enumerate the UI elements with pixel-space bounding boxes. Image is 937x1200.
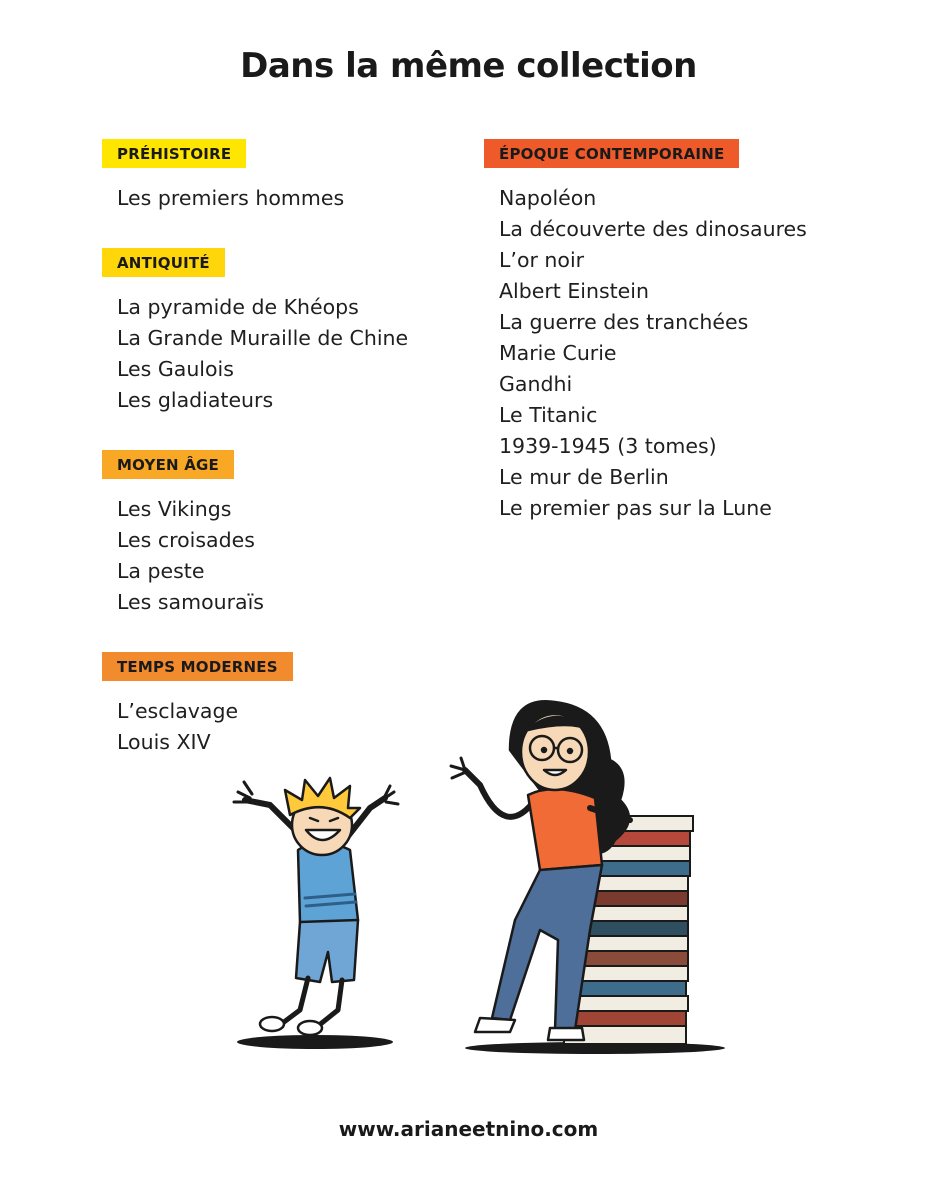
book-title: Le premier pas sur la Lune (499, 496, 772, 520)
boy-shorts (296, 920, 358, 982)
book-title: Les premiers hommes (117, 186, 345, 210)
book-title: La découverte des dinosaures (499, 217, 807, 241)
book-title: Les Vikings (117, 497, 232, 521)
website-url[interactable]: www.arianeetnino.com (338, 1117, 599, 1141)
book-title: Les croisades (117, 528, 255, 552)
category-section (484, 139, 904, 524)
book-title: Albert Einstein (499, 279, 649, 303)
book-title: L’esclavage (117, 699, 239, 723)
book-title: L’or noir (499, 248, 585, 272)
category-label: ANTIQUITÉ (102, 248, 225, 277)
category-label: ÉPOQUE CONTEMPORAINE (484, 139, 739, 168)
book-title: Les Gaulois (117, 357, 234, 381)
title-list (484, 183, 904, 524)
book-title: Les samouraïs (117, 590, 264, 614)
book-title: La peste (117, 559, 205, 583)
boy-shoe (298, 1021, 322, 1035)
boy-shoe (260, 1017, 284, 1031)
book-title: Marie Curie (499, 341, 617, 365)
boy-figure (234, 778, 398, 1035)
book-title: Gandhi (499, 372, 573, 396)
category-label: PRÉHISTOIRE (102, 139, 246, 168)
book-title: Louis XIV (117, 730, 211, 754)
book-title: La guerre des tranchées (499, 310, 749, 334)
right-column (484, 139, 904, 558)
page-title: Dans la même collection (240, 46, 697, 86)
category-label: TEMPS MODERNES (102, 652, 293, 681)
category-section (102, 139, 472, 214)
category-section (102, 450, 472, 618)
characters-illustration (210, 690, 810, 1070)
book-title: Le Titanic (499, 403, 598, 427)
title-list (102, 183, 472, 214)
boy-shadow (237, 1035, 393, 1049)
category-section (102, 248, 472, 416)
book-title: La Grande Muraille de Chine (117, 326, 409, 350)
title-list (102, 494, 472, 618)
book-title: Les gladiateurs (117, 388, 274, 412)
book-title: La pyramide de Khéops (117, 295, 359, 319)
category-label: MOYEN ÂGE (102, 450, 234, 479)
girl-shirt (528, 789, 602, 870)
title-list (102, 292, 472, 416)
book-title: 1939-1945 (3 tomes) (499, 434, 717, 458)
book-title: Le mur de Berlin (499, 465, 669, 489)
book-title: Napoléon (499, 186, 597, 210)
